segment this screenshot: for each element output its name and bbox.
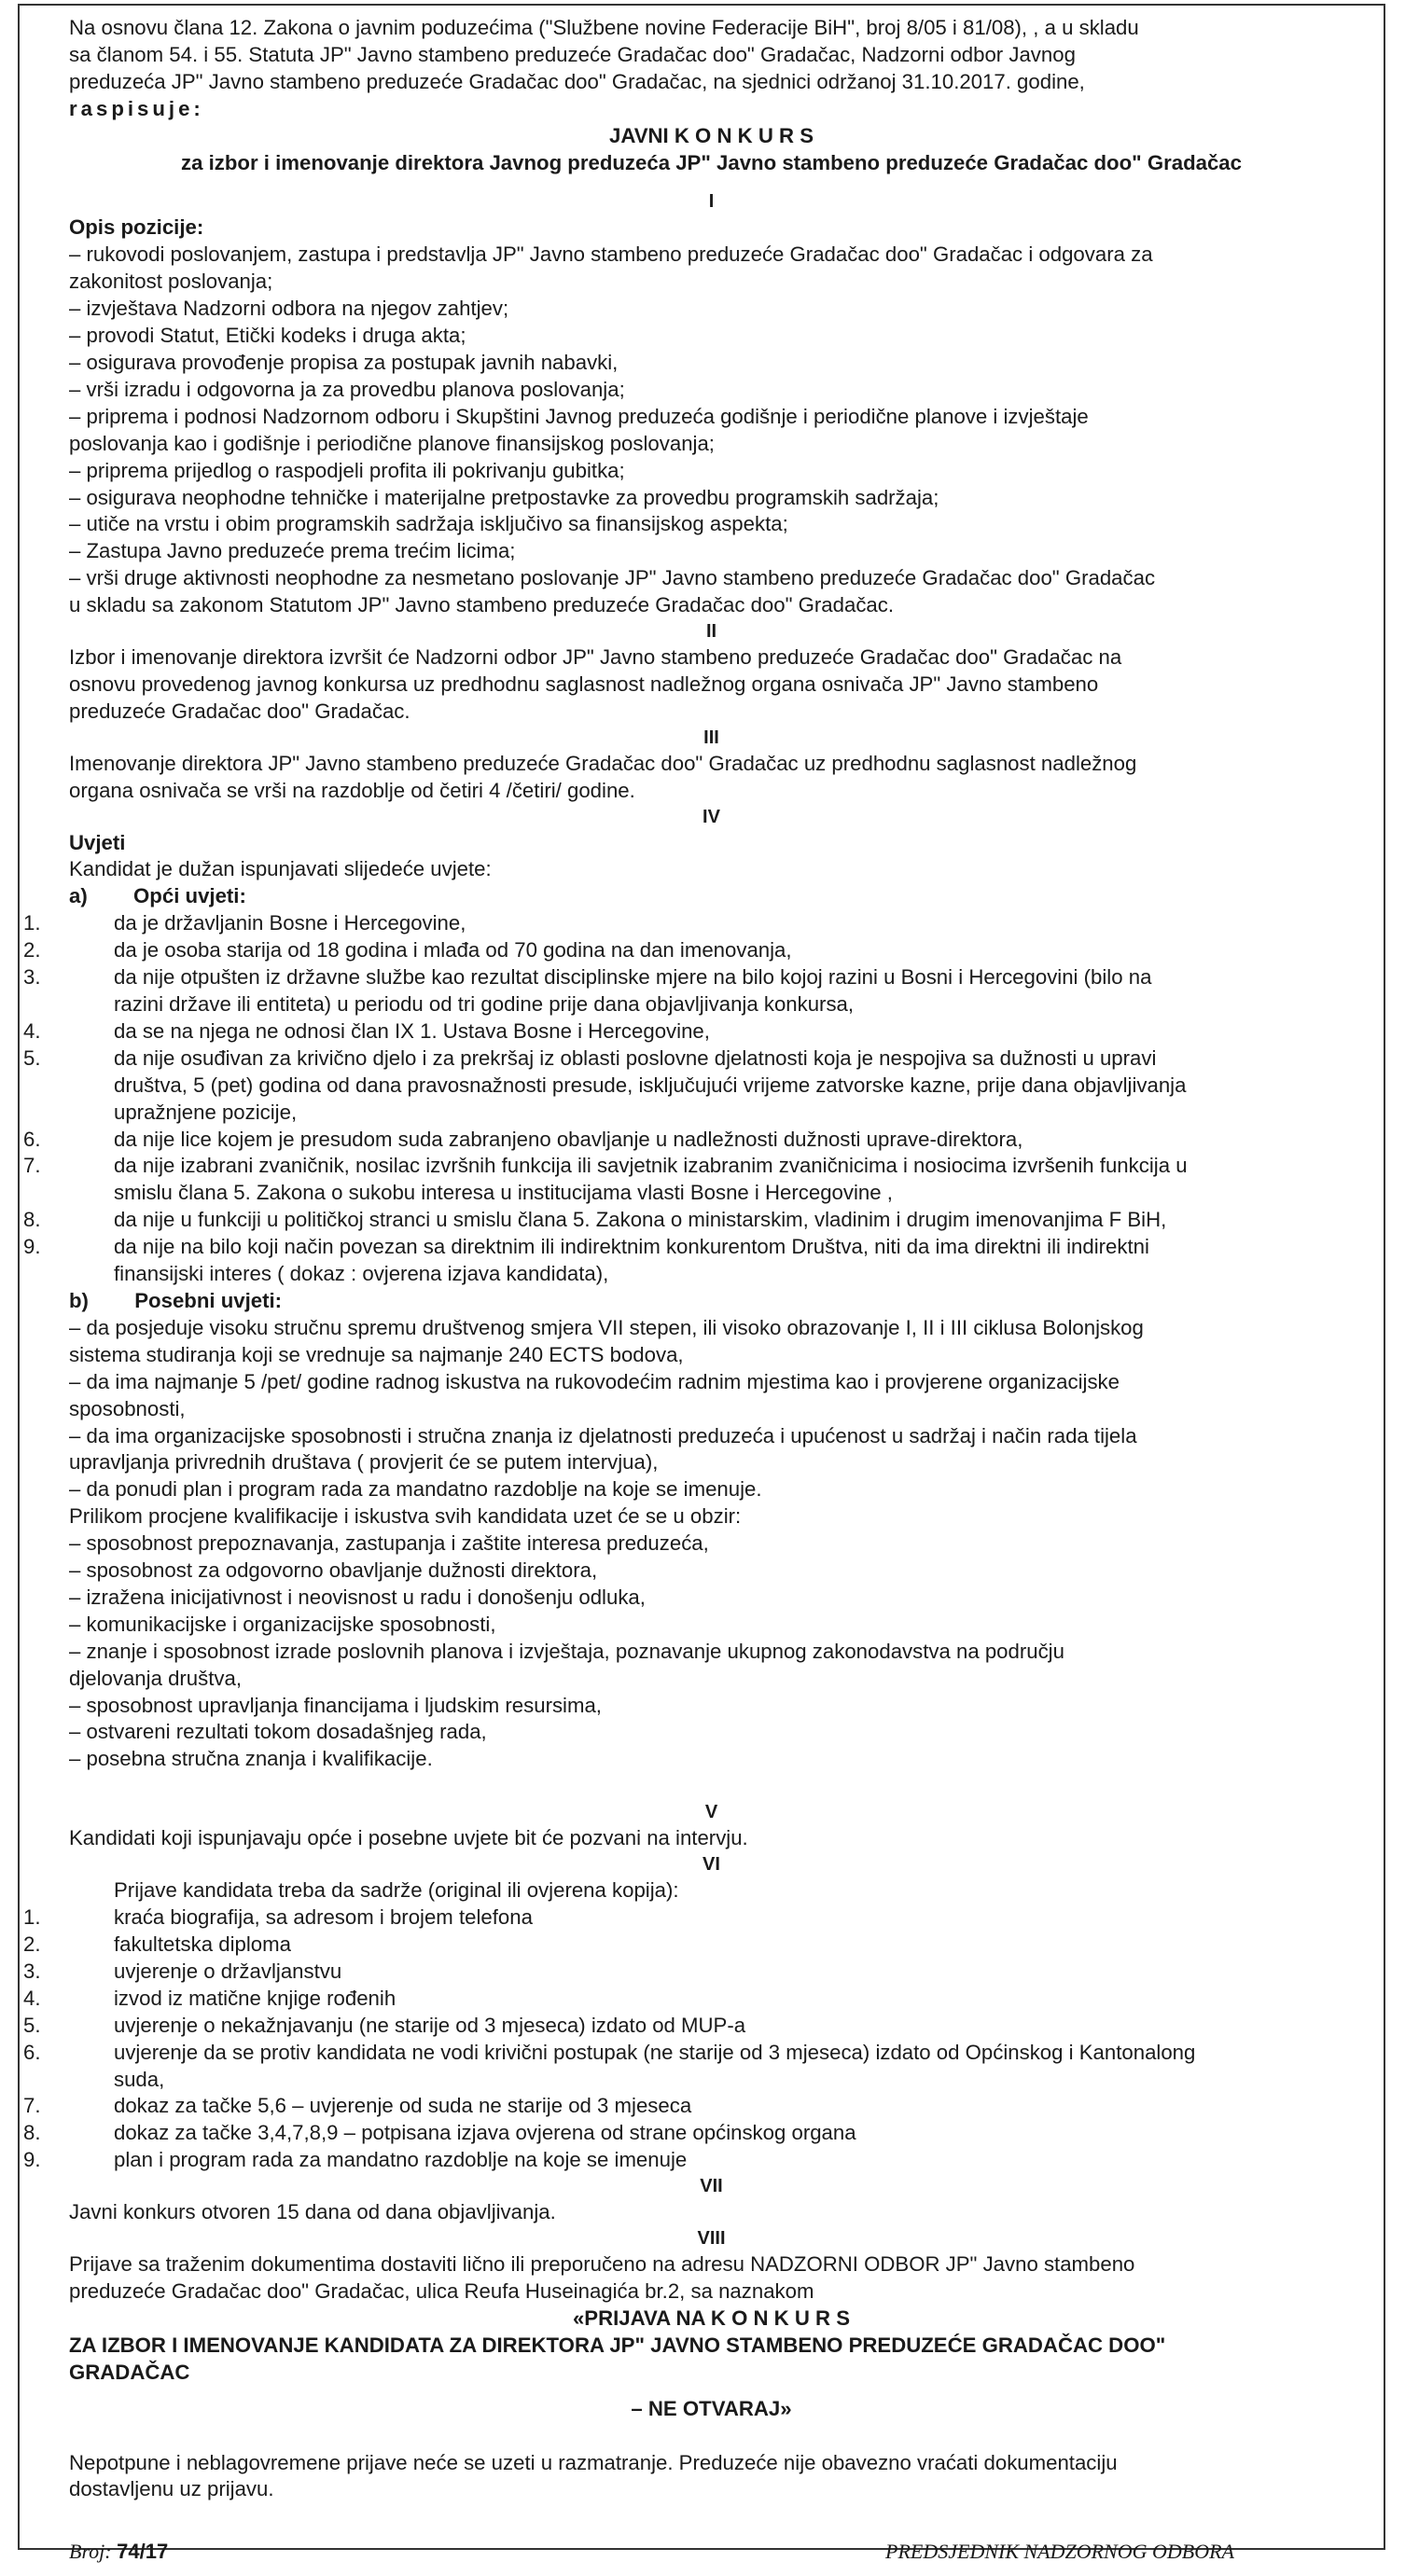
list-item: 3. da nije otpušten iz državne službe kao rezultat disciplinske mjere na bilo kojoj razini u Bosni i Hercegovini (bilo na razini države ili entiteta) u periodu od tri godine prije dana objavljivanja konkursa, xyxy=(23,965,1152,1016)
interview-text: Kandidati koji ispunjavaju opće i posebne uvjete bit će pozvani na intervju. xyxy=(69,1826,748,1850)
position-duties xyxy=(69,242,1354,619)
closing-note xyxy=(69,2450,1354,2504)
section-heading-conditions: Uvjeti xyxy=(69,830,126,854)
document-footer xyxy=(69,2539,1354,2576)
envelope-label-line: ZA IZBOR I IMENOVANJE KANDIDATA ZA DIREKTORA JP" JAVNO STAMBENO PREDUZEĆE GRADAČAC DOO" xyxy=(69,2333,1166,2357)
text-line: – posebna stručna znanja i kvalifikacije. xyxy=(69,1747,433,1771)
duty-line: – rukovodi poslovanjem, zastupa i predstavlja JP" Javno stambeno preduzeće Gradačac doo" Gradačac i odgovara za xyxy=(69,242,1153,267)
section-number-4: IV xyxy=(702,806,720,827)
text-line: – izražena inicijativnost i neovisnost u radu i donošenju odluka, xyxy=(69,1585,646,1609)
duty-line: u skladu sa zakonom Statutom JP" Javno stambeno preduzeće Gradačac doo" Gradačac. xyxy=(69,593,895,617)
envelope-label-line: GRADAČAC xyxy=(69,2360,190,2384)
notice-title: JAVNI K O N K U R S xyxy=(608,123,814,147)
intro-line: Na osnovu člana 12. Zakona o javnim poduzećima ("Službene novine Federacije BiH", broj 8/05 i 81/08), , a u skladu xyxy=(69,16,1139,39)
reference-number: Broj: 74/17 xyxy=(69,2540,169,2564)
submission-address xyxy=(69,2251,1354,2306)
duty-line: – vrši druge aktivnosti neophodne za nesmetano poslovanje JP" Javno stambeno preduzeće Gradačac doo" Gradačac xyxy=(69,566,1156,590)
list-item: 3. uvjerenje o državljanstvu xyxy=(23,1959,342,1983)
list-item: 4. izvod iz matične knjige rođenih xyxy=(23,1986,396,2010)
list-item: 1. kraća biografija, sa adresom i brojem telefona xyxy=(23,1905,533,1930)
list-item: 6. da nije lice kojem je presudom suda zabranjeno obavljanje u nadležnosti dužnosti uprave-direktora, xyxy=(23,1127,1023,1151)
text-line: – da ima organizacijske sposobnosti i stručna znanja iz djelatnosti preduzeća i upućenost u sadržaj i način rada tijela xyxy=(69,1423,1137,1447)
special-conditions xyxy=(69,1315,1354,1773)
duty-line: – priprema prijedlog o raspodjeli profita ili pokrivanju gubitka; xyxy=(69,458,625,482)
general-conditions-list xyxy=(23,910,1354,1288)
section-number-2: II xyxy=(705,621,717,643)
list-item: 8. da nije u funkciji u političkoj stranci u smislu člana 5. Zakona o ministarskim, vladinim i drugim imenovanjima F BiH, xyxy=(23,1208,1167,1232)
special-conditions-label: b) Posebni uvjeti: xyxy=(69,1288,283,1312)
signatory-title: PREDSJEDNIK NADZORNOG ODBORA xyxy=(885,2540,1234,2564)
duty-line: – utiče na vrstu i obim programskih sadržaja isključivo sa finansijskog aspekta; xyxy=(69,512,788,536)
duty-line: – osigurava provođenje propisa za postupak javnih nabavki, xyxy=(69,350,619,374)
documents-intro: Prijave kandidata treba da sadrže (original ili ovjerena kopija): xyxy=(114,1878,679,1903)
section-number-5: V xyxy=(704,1802,718,1823)
list-item: 9. da nije na bilo koji način povezan sa direktnim ili indirektnim konkurentom Društva, niti da ima direktni ili indirektni finansijski interes ( dokaz : ovjerena izjava kandidata), xyxy=(23,1235,1149,1286)
list-item: 4. da se na njega ne odnosi član IX 1. Ustava Bosne i Hercegovine, xyxy=(23,1018,710,1043)
text-line: – komunikacijske i organizacijske sposobnosti, xyxy=(69,1612,496,1636)
text-line: – da ponudi plan i program rada za mandatno razdoblje na koje se imenuje. xyxy=(69,1477,762,1502)
text-line: – sposobnost prepoznavanja, zastupanja i zaštite interesa preduzeća, xyxy=(69,1531,709,1556)
section-number-8: VIII xyxy=(697,2228,726,2250)
duty-line: – izvještava Nadzorni odbora na njegov zahtjev; xyxy=(69,297,509,321)
text-line: – znanje i sposobnost izrade poslovnih planova i izvještaja, poznavanje ukupnog zakonodavstva na području xyxy=(69,1639,1064,1663)
text-line: – sposobnost za odgovorno obavljanje dužnosti direktora, xyxy=(69,1558,598,1583)
duty-line: – osigurava neophodne tehničke i materijalne pretpostavke za provedbu programskih sadržaja; xyxy=(69,485,939,509)
section-number-6: VI xyxy=(702,1854,720,1876)
text-line: osnovu provedenog javnog konkursa uz predhodnu saglasnost nadležnog organa osnivača JP" Javno stambeno xyxy=(69,672,1099,696)
duty-line: – Zastupa Javno preduzeće prema trećim licima; xyxy=(69,539,516,563)
list-item: 5. uvjerenje o nekažnjavanju (ne starije od 3 mjeseca) izdato od MUP-a xyxy=(23,2013,746,2037)
general-conditions-label: a) Opći uvjeti: xyxy=(69,884,246,908)
text-line: – da ima najmanje 5 /pet/ godine radnog iskustva na rukovodećim radnim mjestima kao i provjerene organizacijske xyxy=(69,1369,1120,1393)
section-heading-position: Opis pozicije: xyxy=(69,215,204,240)
list-item: 9. plan i program rada za mandatno razdoblje na koje se imenuje xyxy=(23,2148,688,2172)
section-number-7: VII xyxy=(700,2176,723,2197)
text-line: djelovanja društva, xyxy=(69,1666,243,1690)
section-number-1: I xyxy=(708,191,715,213)
text-line: organa osnivača se vrši na razdoblje od četiri 4 /četiri/ godine. xyxy=(69,778,635,802)
list-item: 8. dokaz za tačke 3,4,7,8,9 – potpisana izjava ovjerena od strane općinskog organa xyxy=(23,2121,856,2145)
duty-line: – vrši izradu i odgovorna ja za provedbu planova poslovanja; xyxy=(69,377,625,401)
duty-line: poslovanja kao i godišnje i periodične planove finansijskog poslovanja; xyxy=(69,431,715,455)
intro-paragraph xyxy=(69,15,1354,96)
text-line: sistema studiranja koji se vrednuje sa najmanje 240 ECTS bodova, xyxy=(69,1342,684,1366)
list-item: 5. da nije osuđivan za krivično djelo i za prekršaj iz oblasti poslovne djelatnosti koja je nespojiva sa dužnosti u upravi društva, 5 (pet) godina od dana pravosnažnosti presude, isključujući vrijeme zatvorske kazne, prije dana objavljivanja upražnjene pozicije, xyxy=(23,1046,1187,1124)
list-item: 2. da je osoba starija od 18 godina i mlađa od 70 godina na dan imenovanja, xyxy=(23,938,792,963)
list-item: 1. da je državljanin Bosne i Hercegovine, xyxy=(23,911,466,935)
documents-list xyxy=(23,1904,1354,2174)
text-line: Prilikom procjene kvalifikacije i iskustva svih kandidata uzet će se u obzir: xyxy=(69,1504,742,1529)
intro-line: sa članom 54. i 55. Statuta JP" Javno stambeno preduzeće Gradačac doo" Gradačac, Nadzorni odbor Javnog xyxy=(69,42,1076,66)
list-item: 6. uvjerenje da se protiv kandidata ne vodi krivični postupak (ne starije od 3 mjeseca) izdato od Općinskog i Kantonalong suda, xyxy=(23,2040,1196,2091)
envelope-label-line: – NE OTVARAJ» xyxy=(631,2396,792,2420)
duty-line: – priprema i podnosi Nadzornom odboru i Skupštini Javnog preduzeća godišnje i periodične planove i izvještaje xyxy=(69,404,1089,428)
text-line: dostavljenu uz prijavu. xyxy=(69,2477,274,2501)
text-line: preduzeće Gradačac doo" Gradačac. xyxy=(69,699,410,723)
section-3-text xyxy=(69,751,1354,805)
text-line: upravljanja privrednih društava ( provjerit će se putem intervjua), xyxy=(69,1450,659,1475)
duty-line: zakonitost poslovanja; xyxy=(69,270,273,294)
text-line: – ostvareni rezultati tokom dosadašnjeg rada, xyxy=(69,1720,487,1744)
text-line: Nepotpune i neblagovremene prijave neće se uzeti u razmatranje. Preduzeće nije obavezno vraćati dokumentaciju xyxy=(69,2450,1118,2474)
text-line: Imenovanje direktora JP" Javno stambeno preduzeće Gradačac doo" Gradačac uz predhodnu saglasnost nadležnog xyxy=(69,751,1137,775)
duty-line: – provodi Statut, Etički kodeks i druga akta; xyxy=(69,324,466,348)
list-item: 2. fakultetska diploma xyxy=(23,1932,291,1956)
intro-line: preduzeća JP" Javno stambeno preduzeće Gradačac doo" Gradačac, na sjednici održanoj 31.10.2017. godine, xyxy=(69,69,1085,93)
envelope-label-line: «PRIJAVA NA K O N K U R S xyxy=(572,2306,851,2330)
text-line: sposobnosti, xyxy=(69,1396,186,1420)
notice-subtitle: za izbor i imenovanje direktora Javnog preduzeća JP" Javno stambeno preduzeće Gradačac doo" Gradačac xyxy=(181,150,1242,174)
section-2-text xyxy=(69,644,1354,726)
list-item: 7. da nije izabrani zvaničnik, nosilac izvršnih funkcija ili savjetnik izabranim zvaničnicima i nosiocima izvršenih funkcija u smislu člana 5. Zakona o sukobu interesa u institucijama vlasti Bosne i Hercegovine , xyxy=(23,1154,1188,1205)
deadline-text: Javni konkurs otvoren 15 dana od dana objavljivanja. xyxy=(69,2200,556,2224)
conditions-intro: Kandidat je dužan ispunjavati slijedeće uvjete: xyxy=(69,857,492,881)
raspisuje-label: raspisuje: xyxy=(69,96,204,120)
text-line: – sposobnost upravljanja financijama i ljudskim resursima, xyxy=(69,1693,602,1717)
section-number-3: III xyxy=(703,727,719,748)
text-line: Izbor i imenovanje direktora izvršit će Nadzorni odbor JP" Javno stambeno preduzeće Gradačac doo" Gradačac na xyxy=(69,645,1122,670)
text-line: preduzeće Gradačac doo" Gradačac, ulica Reufa Huseinagića br.2, sa naznakom xyxy=(69,2278,814,2303)
notice-document xyxy=(18,4,1385,2564)
text-line: Prijave sa traženim dokumentima dostaviti lično ili preporučeno na adresu NADZORNI ODBOR JP" Javno stambeno xyxy=(69,2252,1135,2277)
text-line: – da posjeduje visoku stručnu spremu društvenog smjera VII stepen, ili visoko obrazovanje I, II i III ciklusa Bolonjskog xyxy=(69,1315,1144,1339)
list-item: 7. dokaz za tačke 5,6 – uvjerenje od suda ne starije od 3 mjeseca xyxy=(23,2094,692,2118)
